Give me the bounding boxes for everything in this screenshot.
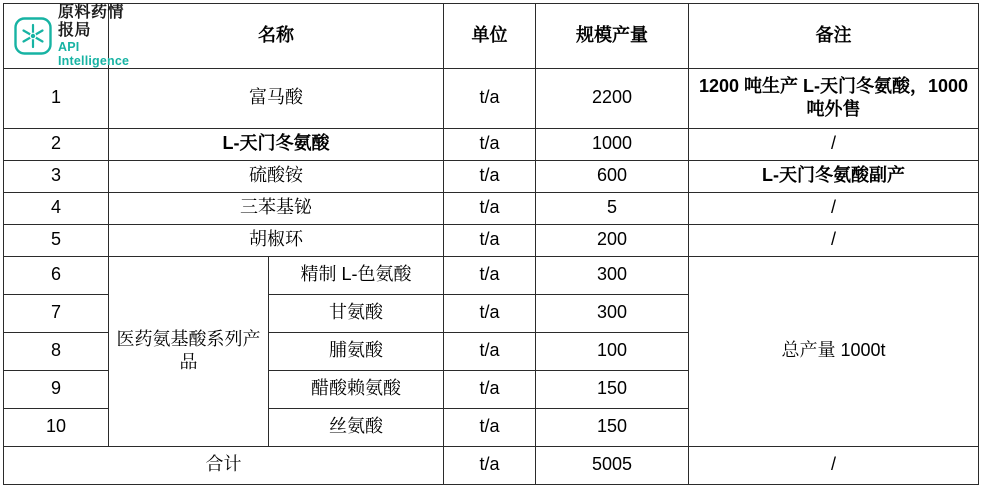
table-row [4,128,979,160]
row-unit: t/a [444,68,536,128]
row-number: 5 [4,224,109,256]
row-note: / [689,192,979,224]
row-output: 100 [536,332,689,370]
total-label: 合计 [4,446,444,484]
row-name: 富马酸 [109,68,444,128]
row-output: 150 [536,408,689,446]
row-number: 10 [4,408,109,446]
table-row [4,160,979,192]
column-header-unit: 单位 [444,4,536,69]
row-number: 2 [4,128,109,160]
product-group-note: 总产量 1000t [689,256,979,446]
table-total-row [4,446,979,484]
row-unit: t/a [444,192,536,224]
row-note: / [689,128,979,160]
row-output: 300 [536,294,689,332]
row-name: 精制 L-色氨酸 [269,256,444,294]
row-number: 7 [4,294,109,332]
row-name: 甘氨酸 [269,294,444,332]
brand-logo [4,4,130,68]
brand-name-en: API Intelligence [58,39,130,68]
row-number: 1 [4,68,109,128]
row-output: 150 [536,370,689,408]
row-unit: t/a [444,408,536,446]
row-output: 300 [536,256,689,294]
product-group-label: 医药氨基酸系列产品 [109,256,269,446]
row-output: 5 [536,192,689,224]
brand-name-cn: 原料药情报局 [58,4,125,39]
row-number: 6 [4,256,109,294]
table-header-row [4,4,979,69]
row-name: 硫酸铵 [109,160,444,192]
row-output: 600 [536,160,689,192]
snowflake-logo-icon [14,17,52,55]
row-output: 200 [536,224,689,256]
production-scale-table [3,3,979,485]
row-name: 脯氨酸 [269,332,444,370]
row-note: / [689,224,979,256]
row-name: 胡椒环 [109,224,444,256]
row-number: 9 [4,370,109,408]
document-page [0,3,981,491]
total-note: / [689,446,979,484]
row-number: 4 [4,192,109,224]
row-unit: t/a [444,160,536,192]
row-unit: t/a [444,370,536,408]
total-output: 5005 [536,446,689,484]
row-name: 醋酸赖氨酸 [269,370,444,408]
table-row [4,224,979,256]
row-output: 2200 [536,68,689,128]
row-name: L-天门冬氨酸 [109,128,444,160]
row-number: 8 [4,332,109,370]
row-name: 三苯基铋 [109,192,444,224]
row-unit: t/a [444,256,536,294]
row-name: 丝氨酸 [269,408,444,446]
row-unit: t/a [444,128,536,160]
column-header-note: 备注 [689,4,979,69]
row-unit: t/a [444,332,536,370]
column-header-output: 规模产量 [536,4,689,69]
total-unit: t/a [444,446,536,484]
table-row [4,256,979,294]
brand-logo-cell [4,4,130,69]
row-note: L-天门冬氨酸副产 [689,160,979,192]
brand-logo-text [58,4,129,68]
row-note: 1200 吨生产 L-天门冬氨酸，1000 吨外售 [689,68,979,128]
table-row [4,68,979,128]
row-unit: t/a [444,224,536,256]
column-header-name: 名称 [109,4,444,69]
row-number: 3 [4,160,109,192]
row-output: 1000 [536,128,689,160]
table-row [4,192,979,224]
row-unit: t/a [444,294,536,332]
